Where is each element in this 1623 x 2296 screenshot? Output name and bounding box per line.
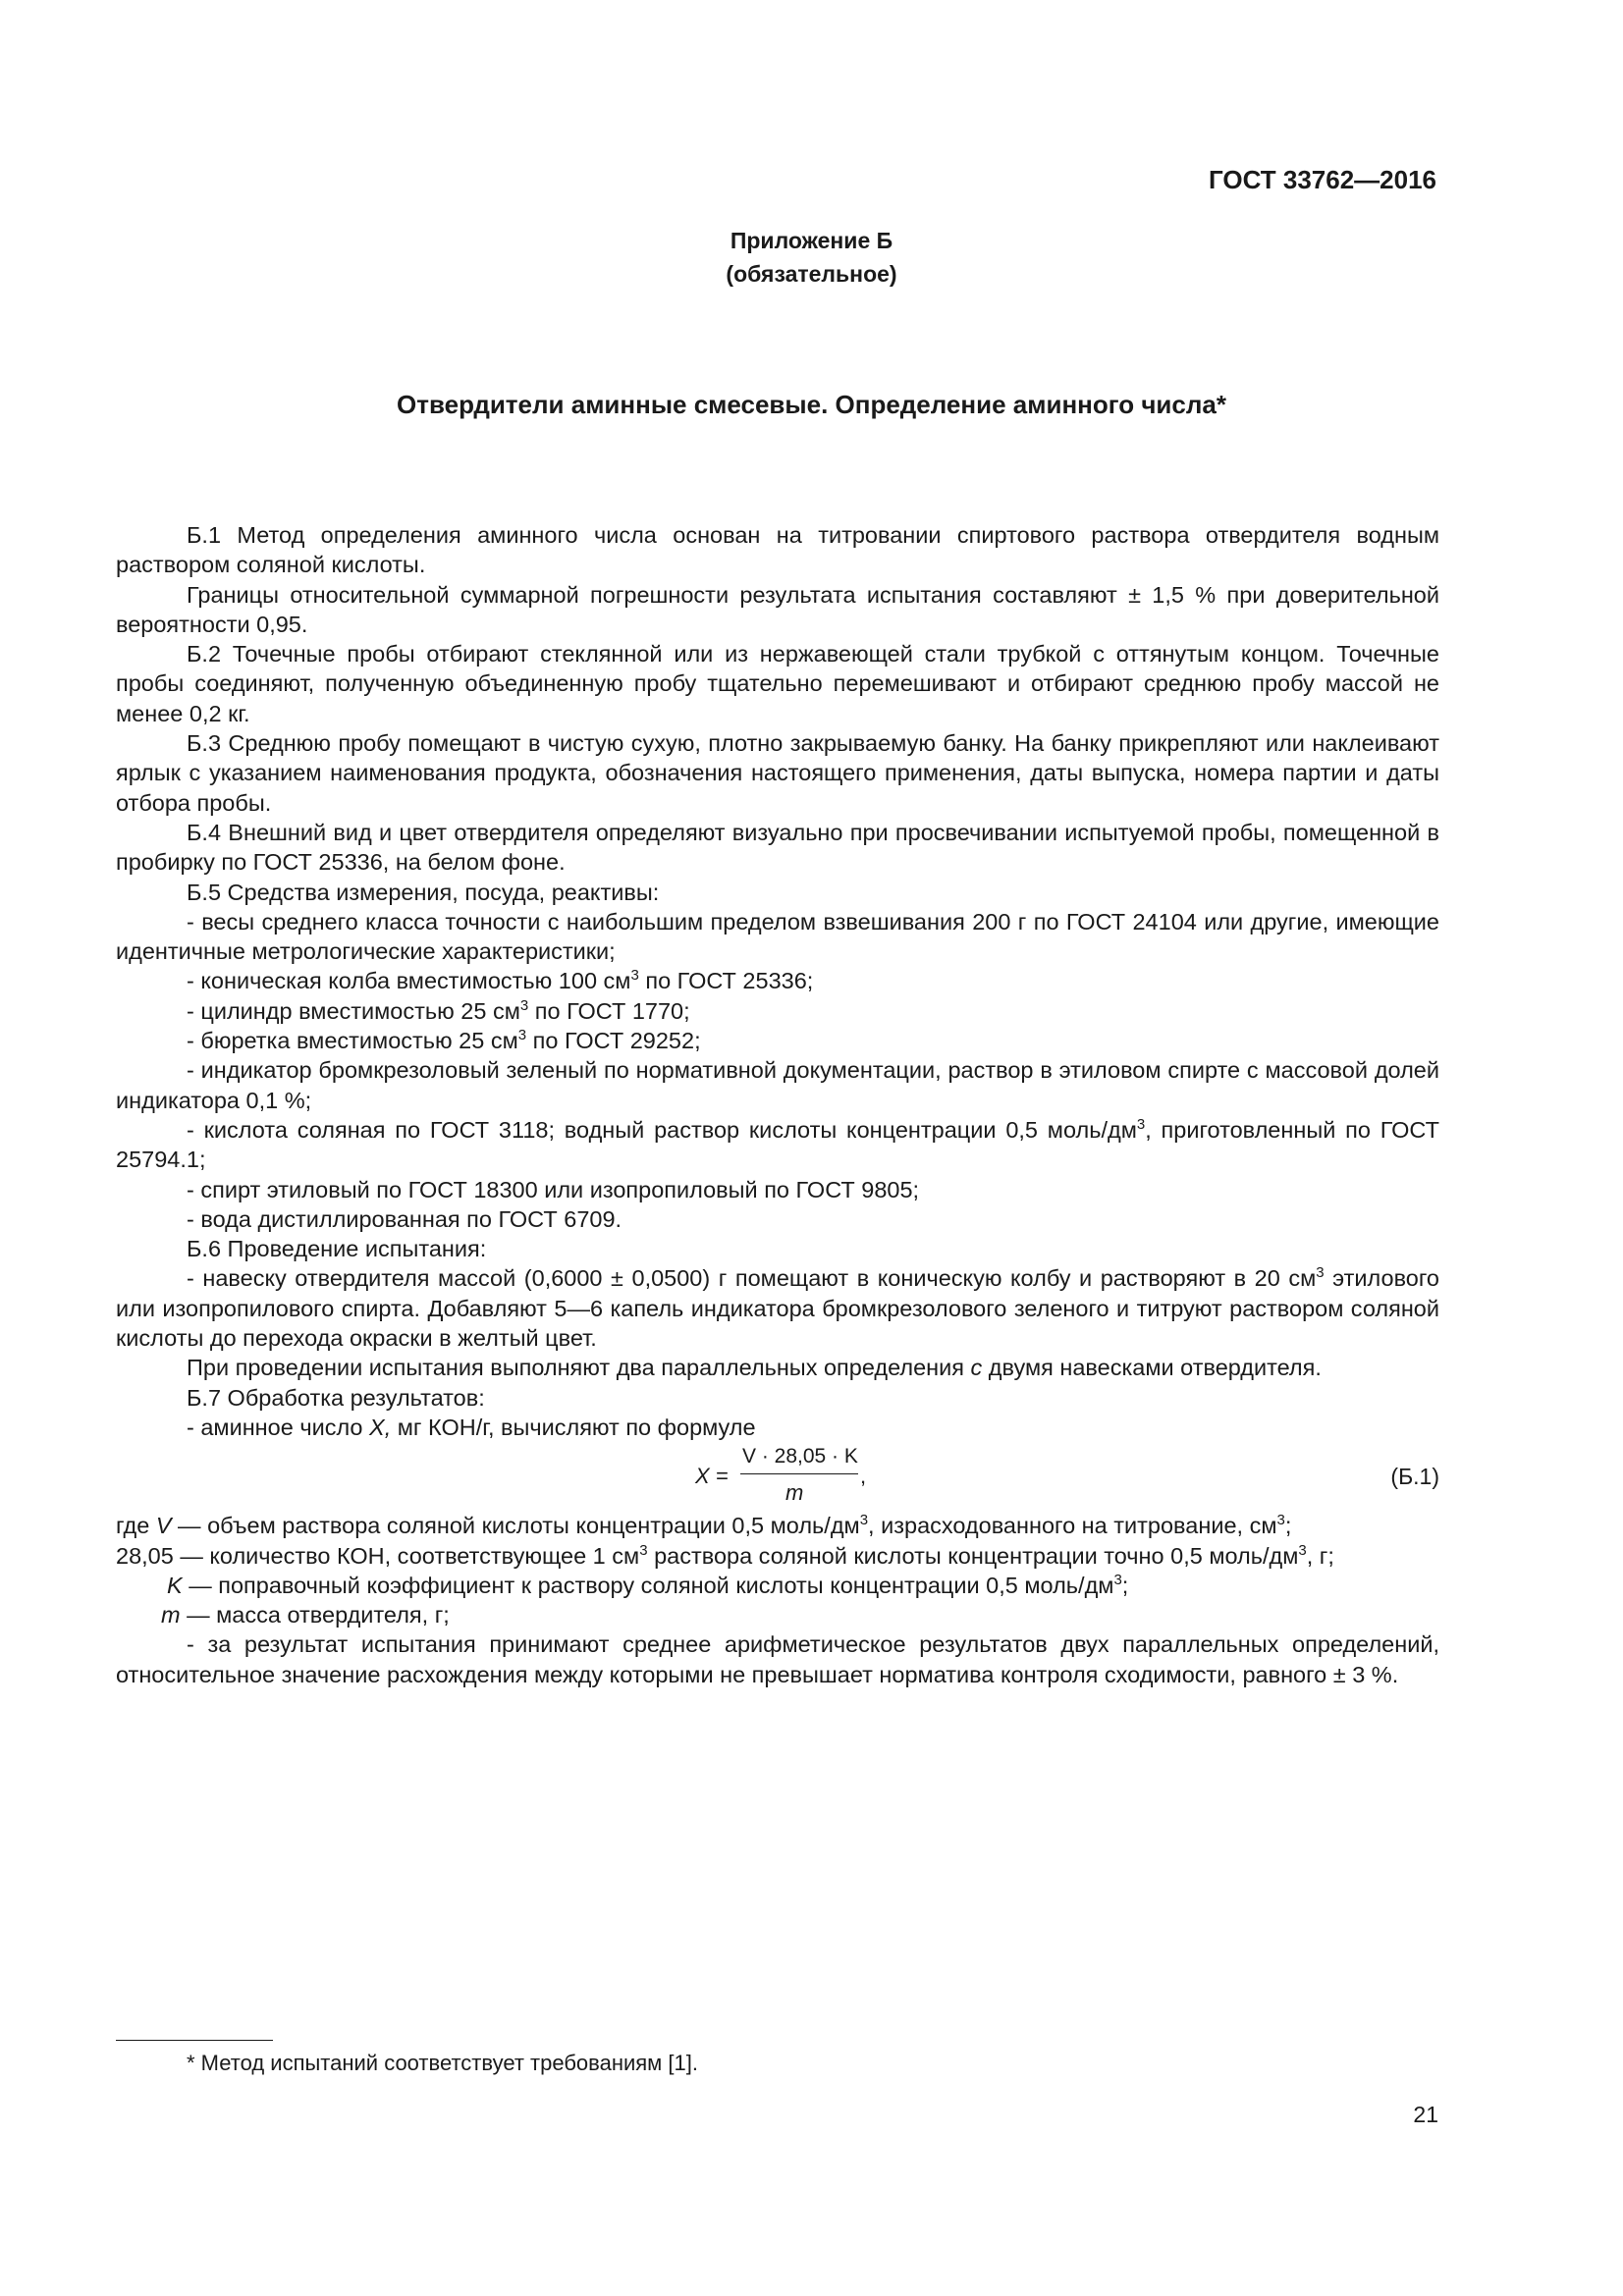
list-item-water: - вода дистиллированная по ГОСТ 6709. bbox=[187, 1205, 622, 1232]
paragraph-b7: Б.7 Обработка результатов: bbox=[187, 1384, 485, 1411]
page-title: Отвердители аминные смесевые. Определение аминного числа* bbox=[397, 390, 1226, 419]
list-item-flask: - коническая колба вместимостью 100 $см^3$ по ГОСТ 25336; bbox=[187, 967, 814, 994]
where-m: m — масса отвердителя, г; bbox=[161, 1602, 450, 1629]
formula-denominator: m bbox=[785, 1480, 804, 1506]
list-item-alcohol: - спирт этиловый по ГОСТ 18300 или изопропиловый по ГОСТ 9805; bbox=[187, 1176, 920, 1202]
where-v: где V — объем раствора соляной кислоты концентрации 0,5 моль/$дм^3$, израсходованного на титрование, $см^3$; bbox=[116, 1512, 1292, 1539]
formula-number: (Б.1) bbox=[1390, 1464, 1439, 1490]
list-item-cylinder: - цилиндр вместимостью 25 $см^3$ по ГОСТ 1770; bbox=[187, 996, 690, 1024]
footnote: * Метод испытаний соответствует требованиям [1]. bbox=[187, 2051, 698, 2075]
formula-comma: , bbox=[860, 1464, 867, 1489]
list-item-amine-number: - аминное число X, мг КОН/г, вычисляют по формуле bbox=[187, 1414, 756, 1440]
document-body bbox=[116, 520, 1439, 1689]
formula-row bbox=[116, 1442, 1439, 1507]
paragraph-b1: Б.1 Метод определения аминного числа основан на титровании спиртового раствора отвердителя водным раствором соляной кислоты. bbox=[116, 522, 1439, 578]
paragraph-b3: Б.3 Среднюю пробу помещают в чистую сухую, плотно закрываемую банку. На банку прикрепляют или наклеивают ярлык с указанием наименования продукта, обозначения настоящего применения, даты выпуска, номера партии и даты отбора пробы. bbox=[116, 730, 1439, 816]
formula-numerator: V · 28,05 · K bbox=[742, 1445, 858, 1468]
paragraph-b4: Б.4 Внешний вид и цвет отвердителя определяют визуально при просвечивании испытуемой пробы, помещенной в пробирку по ГОСТ 25336, на белом фоне. bbox=[116, 819, 1439, 876]
where-k: K — поправочный коэффициент к раствору соляной кислоты концентрации 0,5 моль/$дм^3$; bbox=[167, 1571, 1129, 1598]
paragraph-parallel: При проведении испытания выполняют два параллельных определения с двумя навесками отвердителя. bbox=[187, 1355, 1322, 1381]
annex-label: Приложение Б bbox=[730, 228, 893, 253]
paragraph-b6: Б.6 Проведение испытания: bbox=[187, 1236, 487, 1262]
annex-status: (обязательное) bbox=[726, 261, 897, 287]
paragraph-b1-limits: Границы относительной суммарной погрешности результата испытания составляют ± 1,5 % при доверительной вероятности 0,95. bbox=[116, 581, 1439, 637]
page-number: 21 bbox=[1413, 2102, 1438, 2127]
list-item-acid: - кислота соляная по ГОСТ 3118; водный раствор кислоты концентрации 0,5 моль/$дм^3$, приготовленный по ГОСТ 25794.1; bbox=[116, 1115, 1439, 1173]
list-item-result: - за результат испытания принимают среднее арифметическое результатов двух параллельных определений, относительное значение расхождения между которыми не превышает норматива контроля сходимости, равного ± 3 %. bbox=[116, 1631, 1439, 1687]
fraction-bar bbox=[740, 1473, 858, 1474]
list-item-scales: - весы среднего класса точности с наибольшим пределом взвешивания 200 г по ГОСТ 24104 или другие, имеющие идентичные метрологические характеристики; bbox=[116, 908, 1439, 965]
where-koh: 28,05 — количество КОН, соответствующее 1 $см^3$ раствора соляной кислоты концентрации точно 0,5 моль/$дм^3$, г; bbox=[116, 1541, 1334, 1569]
list-item-indicator: - индикатор бромкрезоловый зеленый по нормативной документации, раствор в этиловом спирте с массовой долей индикатора 0,1 %; bbox=[116, 1057, 1439, 1113]
document-code: ГОСТ 33762—2016 bbox=[1209, 165, 1436, 194]
list-item-burette: - бюретка вместимостью 25 $см^3$ по ГОСТ 29252; bbox=[187, 1027, 701, 1054]
paragraph-b2: Б.2 Точечные пробы отбирают стеклянной или из нержавеющей стали трубкой с оттянутым концом. Точечные пробы соединяют, полученную объединенную пробу тщательно перемешивают и отбирают среднюю пробу массой не менее 0,2 кг. bbox=[116, 641, 1439, 726]
footnote-rule bbox=[116, 2040, 273, 2041]
formula-lhs: X = bbox=[695, 1464, 729, 1489]
list-item-sample: - навеску отвердителя массой (0,6000 ± 0,0500) г помещают в коническую колбу и растворяют в 20 $см^3$ этилового или изопропилового спирта. Добавляют 5—6 капель индикатора бромкрезолового зеленого и титруют раствором соляной кислоты до перехода окраски в желтый цвет. bbox=[116, 1264, 1439, 1352]
paragraph-b5: Б.5 Средства измерения, посуда, реактивы: bbox=[187, 879, 660, 905]
